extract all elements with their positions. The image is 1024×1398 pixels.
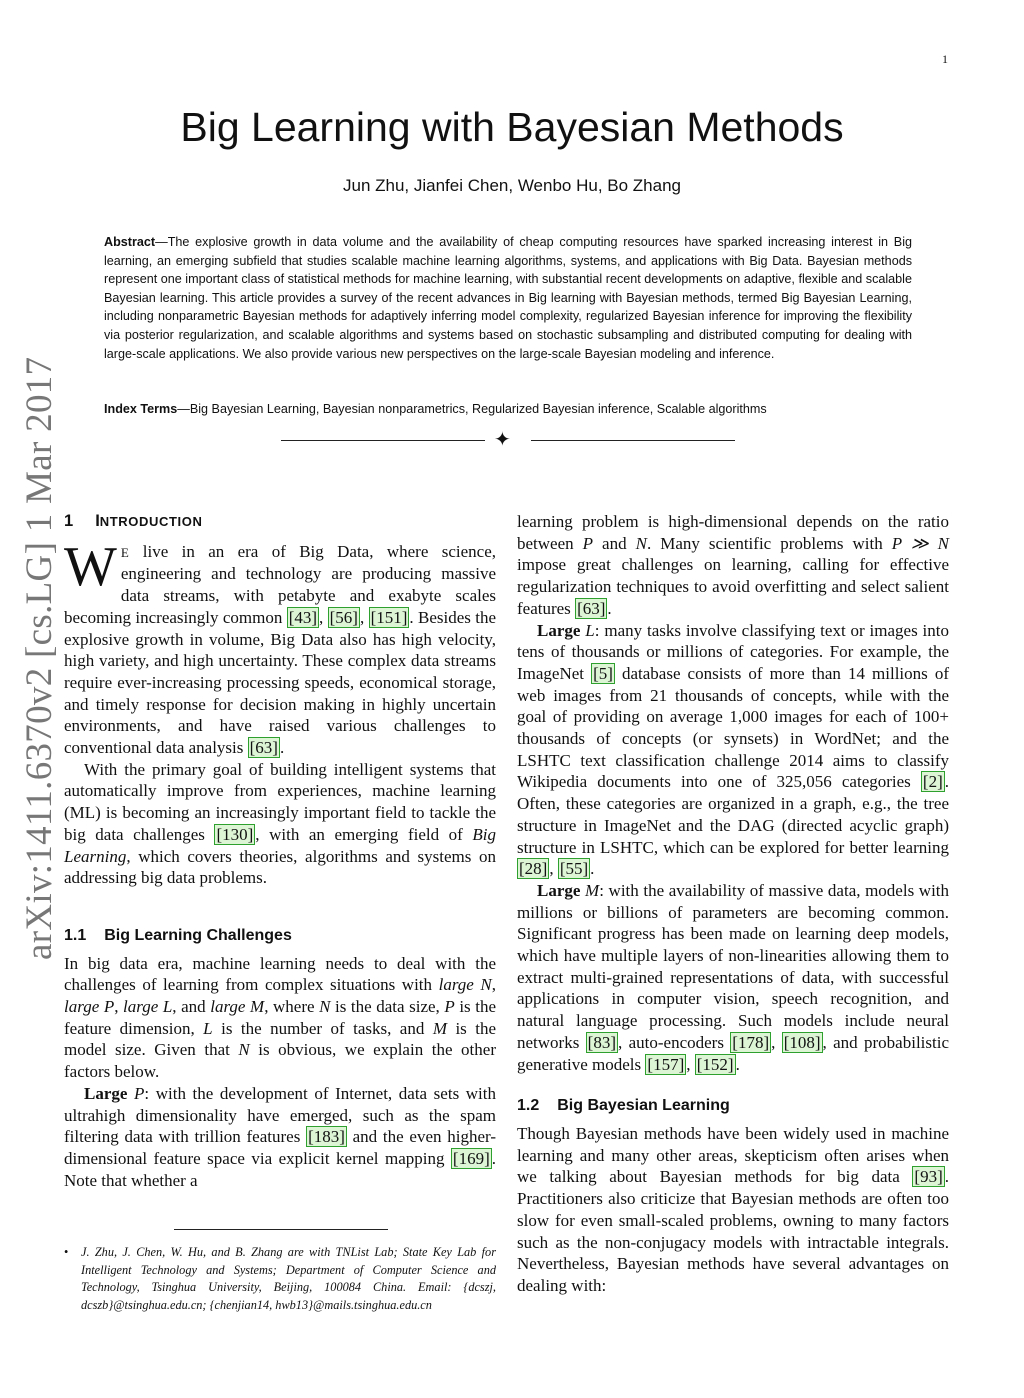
abstract-text: —The explosive growth in data volume and the availability of cheap computing resources have sparked increasing interest in Big learning, an emerging subfield that studies scalable machine learning algorithms, systems, and applications with Big Data. Bayesian methods represent one important class of statistical methods for machine learning, with substantial recent developments on adaptive, flexible and scalable Bayesian learning. This article provides a survey of the recent advances in Big learning with Bayesian methods, termed Big Bayesian Learning, including nonparametric Bayesian methods for adaptively inferring model complexity, regularized Bayesian inference for improving the flexibility via posterior regularization, and scalable algorithms and systems based on stochastic subsampling and distributed computing for dealing with large-scale applications. We also provide various new perspectives on the large-scale Bayesian modeling and inference. [104,235,912,361]
citation-link[interactable]: [130] [216,824,254,844]
citation-link[interactable]: [169] [452,1148,490,1168]
section-heading-introduction: 1 INTRODUCTION [64,512,203,530]
citation-link[interactable]: [43] [288,607,318,627]
citation-link[interactable]: [152] [696,1054,734,1074]
right-column [517,511,949,1297]
paper-title: Big Learning with Bayesian Methods [180,104,844,150]
citation-link[interactable]: [83] [587,1032,616,1052]
large-m-paragraph: Large M: with the availability of massive data, models with millions or billions of parameters are becoming common. Significant progress has been made on learning deep models, which have multiple layers of non-linearities allowing them to extract multi-grained representations of data, with successful applications in computer vision, speech recognition, and natural language processing. Such models include neural networks [83] , auto-encoders [178] , [108] , and probabilistic generative models [157] , [152] . [517,880,950,1074]
subsection-heading-big-learning-challenges: 1.1 Big Learning Challenges [64,926,292,944]
bullet-icon: • [64,1245,69,1259]
citation-link[interactable]: [178] [732,1032,770,1052]
bayesian-paragraph-1: Though Bayesian methods have been widely used in machine learning and many other areas, skepticism often arises when we talking about Bayesian methods for big data [93] . Practitioners also criticize that Bayesian methods are often too slow for even small-scaled problems, owning to many factors such as the non-conjugacy models with intractable integrals. Nevertheless, Bayesian methods have several advantages on dealing with: [517,1123,949,1295]
left-column [64,511,496,1191]
large-l-paragraph: Large L: many tasks involve classifying text or images into tens of thousands or millions of categories. For example, the ImageNet [5] database consists of more than 14 millions of web images from 21 thousands of concepts, while with the goal of providing on average 1,000 images for each of 100+ thousands of concepts (or synsets) in WordNet; and the LSHTC text classification challenge 2014 aims to classify Wikipedia documents into one of 325,056 categories [2] . Often, these categories are organized in a graph, e.g., the tree structure in ImageNet and the DAG (directed acyclic graph) structure in LSHTC, which can be explored for better learning [28] , [55] . [517,620,950,879]
citation-link[interactable]: [93] [914,1167,943,1187]
citation-link[interactable]: [56] [329,607,358,627]
citation-link[interactable]: [28] [519,859,548,879]
separator-line-left [281,440,485,441]
large-p-paragraph: Large P: with the development of Internet, data sets with ultrahigh dimensionality have emerged, such as the spam filtering data with trillion features [183] and the even higher-dimensional feature space via explicit kernel mapping [169] . Note that whether a [64,1083,496,1190]
citation-link[interactable]: [151] [370,607,408,627]
citation-link[interactable]: [2] [922,772,943,792]
intro-paragraph-2: With the primary goal of building intelligent systems that automatically improve from experiences, machine learning (ML) is becoming an increasingly important field to tackle the big data challenges [130] , with an emerging field of Big Learning, which covers theories, algorithms and systems on addressing big data problems. [64,759,496,888]
arxiv-stamp: arXiv:1411.6370v2 [cs.LG] 1 Mar 2017 [19,356,60,960]
subsection-heading-big-bayesian-learning: 1.2 Big Bayesian Learning [517,1097,730,1115]
separator-line-right [531,440,735,441]
index-terms-label: Index Terms [104,402,178,416]
separator-star-icon: ✦ [494,429,511,451]
section-separator [281,429,735,451]
citation-link[interactable]: [63] [577,598,606,618]
index-terms [104,402,767,416]
challenges-paragraph-1: In big data era, machine learning needs to deal with the challenges of learning from complex situations with large N, large P, large L, and large M, where N is the data size, P is the feature dimension, L is the number of tasks, and M is the model size. Given that N is obvious, we explain the other factors below. [64,953,497,1082]
authors: Jun Zhu, Jianfei Chen, Wenbo Hu, Bo Zhang [343,176,681,195]
abstract [104,233,912,363]
citation-link[interactable]: [108] [783,1032,821,1052]
abstract-label: Abstract [104,235,156,249]
dimensionality-continuation: learning problem is high-dimensional depends on the ratio between P and N. Many scientific problems with P ≫ N impose great challenges on learning, calling for effective regularization techniques to avoid overfitting and select salient features [63] . [517,512,949,618]
citation-link[interactable]: [55] [559,859,589,879]
dropcap: W [64,535,117,598]
index-terms-text: —Big Bayesian Learning, Bayesian nonparametrics, Regularized Bayesian inference, Scalable algorithms [177,402,767,416]
citation-link[interactable]: [157] [647,1054,685,1074]
citation-link[interactable]: [5] [593,663,613,683]
footnote-rule [174,1229,388,1230]
citation-link[interactable]: [63] [249,738,278,758]
citation-link[interactable]: [183] [308,1127,345,1147]
intro-paragraph-1: W E live in an era of Big Data, where science, engineering and technology are producing massive data streams, with petabyte and exabyte scales becoming increasingly common [43] , [56] , [151] . Besides the explosive growth in volume, Big Data also has high velocity, high variety, and high uncertainty. These complex data streams require ever-increasing processing speeds, economical storage, and timely response for decision making in highly uncertain environments, and have raised various challenges to conventional data analysis [63] . [64,535,497,758]
affiliation-footnote [64,1244,496,1314]
footnote-text: J. Zhu, J. Chen, W. Hu, and B. Zhang are with TNList Lab; State Key Lab for Intelligent Technology and Systems; Department of Computer Science and Technology, Tsinghua University, Beijing, 100084 China. Email: {dcszj, dcszb}@tsinghua.edu.cn; {chenjian14, hwb13}@mails.tsinghua.edu.cn [81,1245,496,1312]
page-number: 1 [942,52,948,66]
